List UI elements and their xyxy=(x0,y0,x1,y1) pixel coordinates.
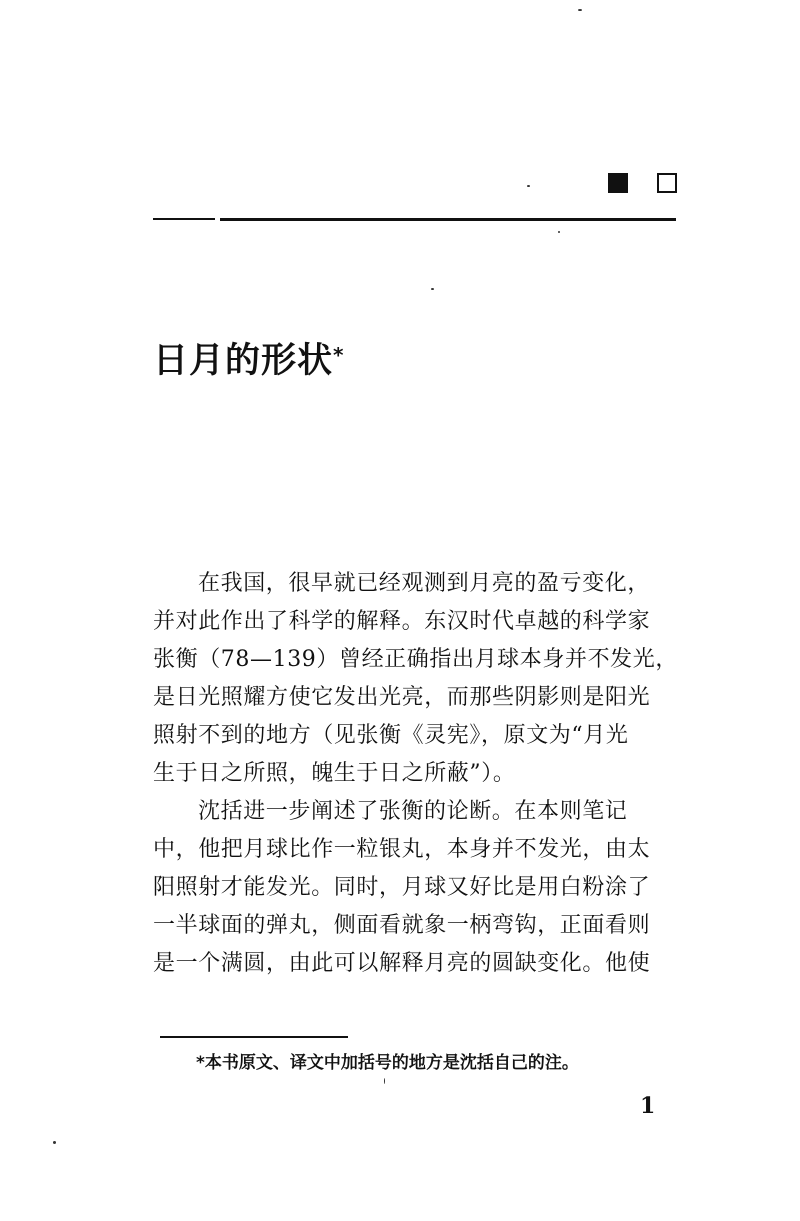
scan-speck xyxy=(384,1078,385,1084)
scan-speck xyxy=(578,9,582,11)
scan-speck xyxy=(53,1141,56,1144)
scan-speck xyxy=(431,288,434,290)
title-footnote-mark: * xyxy=(333,343,345,367)
footnote-rule xyxy=(160,1036,348,1038)
scan-speck xyxy=(527,185,530,187)
header-rule-long xyxy=(220,218,676,221)
body-text xyxy=(153,565,683,983)
paragraph-line: 阳照射才能发光。同时，月球又好比是用白粉涂了 xyxy=(153,875,651,900)
page-title xyxy=(153,336,344,386)
header-rule-short xyxy=(153,218,215,220)
page-number: 1 xyxy=(640,1093,656,1119)
paragraph-line: 在我国，很早就已经观测到月亮的盈亏变化， xyxy=(198,571,651,596)
title-text: 日月的形状 xyxy=(153,341,334,381)
filled-square-icon xyxy=(608,173,628,193)
footnote-text: *本书原文、译文中加括号的地方是沈括自己的注。 xyxy=(196,1053,579,1073)
paragraph-line: 张衡（78—139）曾经正确指出月球本身并不发光， xyxy=(153,647,678,672)
empty-square-icon xyxy=(657,173,677,193)
paragraph-line: 是一个满圆，由此可以解释月亮的圆缺变化。他使 xyxy=(153,951,651,976)
paragraph-line: 生于日之所照，魄生于日之所蔽”）。 xyxy=(153,761,516,786)
paragraph-line: 是日光照耀方使它发出光亮，而那些阴影则是阳光 xyxy=(153,685,651,710)
paragraph-line: 照射不到的地方（见张衡《灵宪》，原文为“月光 xyxy=(153,723,629,748)
paragraph-line: 一半球面的弹丸，侧面看就象一柄弯钩，正面看则 xyxy=(153,913,651,938)
paragraph-line: 中，他把月球比作一粒银丸，本身并不发光，由太 xyxy=(153,837,651,862)
paragraph-line: 沈括进一步阐述了张衡的论断。在本则笔记 xyxy=(198,799,628,824)
paragraph-line: 并对此作出了科学的解释。东汉时代卓越的科学家 xyxy=(153,609,651,634)
scan-speck xyxy=(558,231,560,233)
